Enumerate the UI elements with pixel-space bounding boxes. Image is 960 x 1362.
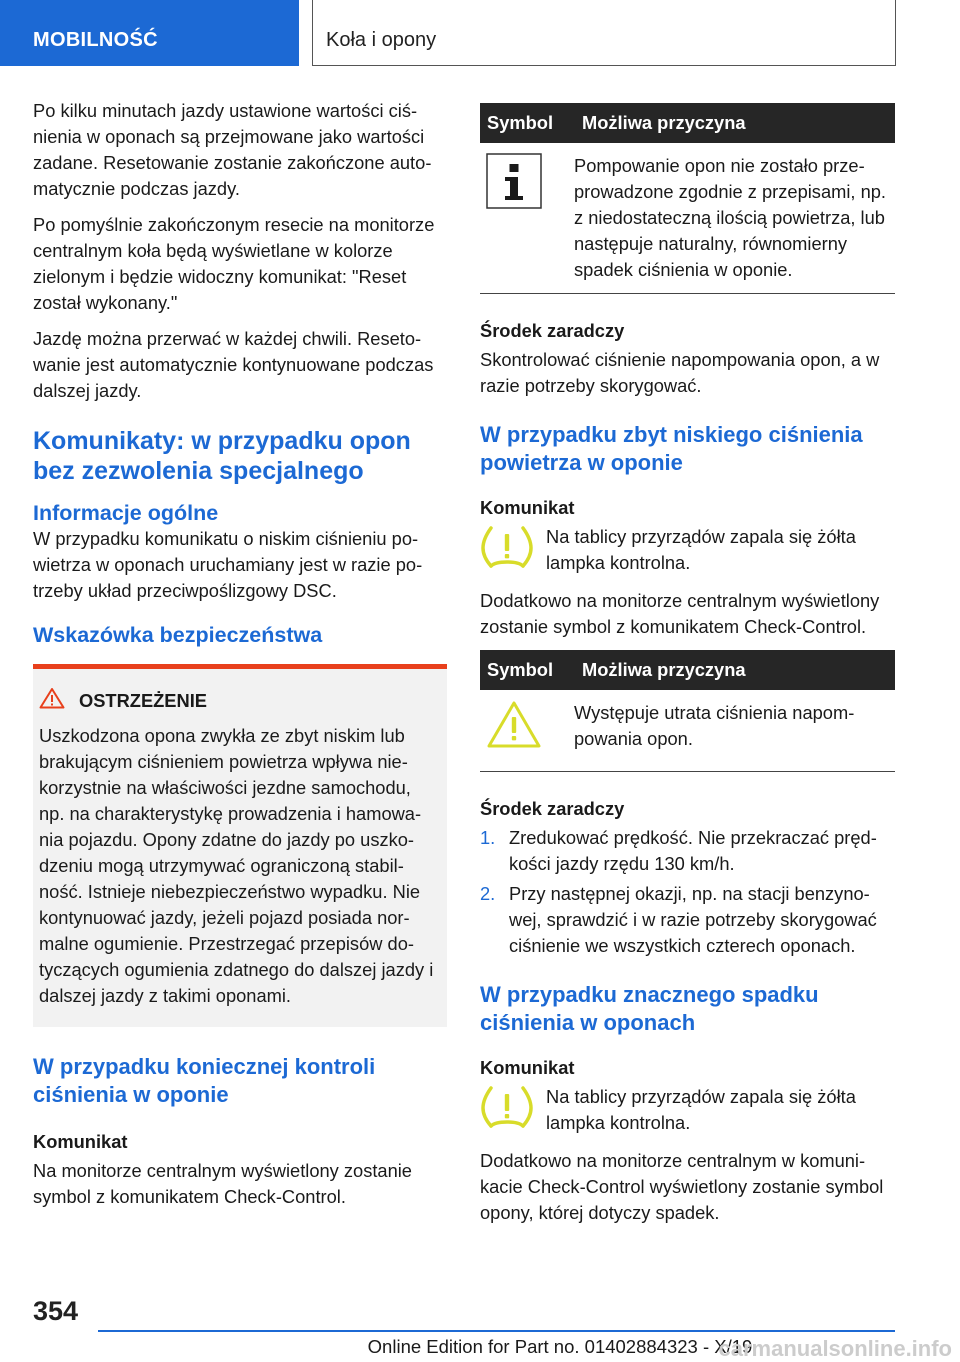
left-column [33, 98, 447, 1220]
table-header-cause: Możliwa przyczyna [566, 650, 895, 690]
paragraph: Po kilku minutach jazdy ustawione wartości ciśnienia w oponach są przejmowane jako wartości zadane. Resetowanie zostanie zakończone automatycznie podczas jazdy. [33, 100, 432, 199]
remedy-label: Środek zaradczy [480, 320, 625, 341]
table-cell-symbol [480, 143, 566, 294]
step-text: Przy następnej okazji, np. na stacji benzynowej, sprawdzić i w razie potrzeby skorygować ciśnienie we wszystkich czterech oponach. [509, 883, 877, 956]
heading-low-pressure: W przypadku zbyt niskiego ciśnienia powietrza w oponie [480, 422, 863, 475]
footer-edition: Online Edition for Part no. 01402884323 - X/19 [367, 1336, 753, 1357]
paragraph: Dodatkowo na monitorze centralnym wyświetlony zostanie symbol z komunikatem Check-Control. [480, 590, 880, 637]
chapter-title: Koła i opony [326, 29, 437, 51]
table-row [480, 690, 895, 772]
symbol-table [480, 103, 895, 294]
step-number: 1. [480, 827, 496, 848]
page-number: 354 [33, 1296, 79, 1326]
heading-significant-drop: W przypadku znacznego spadku ciśnienia w oponach [480, 982, 819, 1035]
table-cell-cause: Występuje utrata ciśnienia napompowania opon. [566, 690, 895, 772]
step-text: Zredukować prędkość. Nie przekraczać prędkości jazdy rzędu 130 km/h. [509, 827, 877, 874]
warning-triangle-icon [39, 687, 65, 715]
list-item [480, 881, 895, 959]
paragraph: Po pomyślnie zakończonym resecie na monitorze centralnym koła będą wyświetlane w kolorze zielonym i będzie widoczny komunikat: "Reset został wykonany." [33, 214, 435, 313]
chapter-header [312, 0, 896, 66]
right-column [480, 103, 895, 1236]
tire-pressure-warning-icon [480, 1084, 546, 1135]
table-header-symbol: Symbol [480, 650, 566, 690]
warning-triangle-icon [486, 733, 542, 754]
symbol-table [480, 650, 895, 772]
heading-safety-note: Wskazówka bezpieczeństwa [33, 623, 323, 647]
section-tab [0, 0, 299, 66]
table-header-cause: Możliwa przyczyna [566, 103, 895, 143]
tire-pressure-warning-icon [480, 524, 546, 575]
remedy-label: Środek zaradczy [480, 798, 625, 819]
message-label: Komunikat [33, 1131, 128, 1152]
heading-general-info: Informacje ogólne [33, 501, 219, 525]
section-title: MOBILNOŚĆ [33, 29, 158, 51]
paragraph: W przypadku komunikatu o niskim ciśnieniu powietrza w oponach uruchamiany jest w razie potrzeby układ przeciwpoślizgowy DSC. [33, 528, 423, 601]
message-label: Komunikat [480, 1057, 575, 1078]
lamp-text: Na tablicy przyrządów zapala się żółta lampka kontrolna. [546, 1086, 856, 1133]
warning-text: Uszkodzona opona zwykła ze zbyt niskim lub brakującym ciśnieniem powietrza wpływa niekorzystnie na właściwości jezdne samochodu, np. na charakterystykę prowadzenia i hamowania pojazdu. Opony zdatne do jazdy po uszkodzeniu mogą utrzymywać ograniczoną stabilność. Istnieje niebezpieczeństwo wypadku. Nie kontynuować jazdy, jeżeli pojazd posiada normalne ogumienie. Przestrzegać przepisów dotyczących ogumienia zdatnego do dalszej jazdy i dalszej jazdy z takimi oponami. [39, 725, 434, 1006]
lamp-message [480, 524, 895, 576]
warning-title: OSTRZEŻENIE [79, 690, 207, 711]
step-number: 2. [480, 883, 496, 904]
lamp-message [480, 1084, 895, 1136]
info-icon [486, 192, 542, 213]
paragraph: Jazdę można przerwać w każdej chwili. Resetowanie jest automatycznie kontynuowane podczas dalszej jazdy. [33, 328, 434, 401]
paragraph: Na monitorze centralnym wyświetlony zostanie symbol z komunikatem Check-Control. [33, 1160, 412, 1207]
paragraph: Skontrolować ciśnienie napompowania opon, a w razie potrzeby skorygować. [480, 349, 880, 396]
message-label: Komunikat [480, 497, 575, 518]
heading-messages: Komunikaty: w przypadku opon bez zezwolenia specjalnego [33, 427, 411, 485]
table-header-symbol: Symbol [480, 103, 566, 143]
footer-divider [98, 1330, 895, 1332]
table-row [480, 143, 895, 294]
watermark: carmanualsonline.info [718, 1336, 952, 1361]
warning-box [33, 664, 447, 1027]
lamp-text: Na tablicy przyrządów zapala się żółta lampka kontrolna. [546, 526, 856, 573]
heading-pressure-check: W przypadku koniecznej kontroli ciśnienia w oponie [33, 1054, 376, 1107]
paragraph: Dodatkowo na monitorze centralnym w komunikacie Check-Control wyświetlony zostanie symbol opony, której dotyczy spadek. [480, 1150, 884, 1223]
table-cell-cause: Pompowanie opon nie zostało przeprowadzone zgodnie z przepisami, np. z niedostateczną ilością powietrza, lub następuje naturalny, równomierny spadek ciśnienia w oponie. [566, 143, 895, 294]
warning-header [39, 687, 439, 715]
list-item [480, 825, 895, 877]
table-cell-symbol [480, 690, 566, 772]
remedy-steps [480, 825, 895, 959]
